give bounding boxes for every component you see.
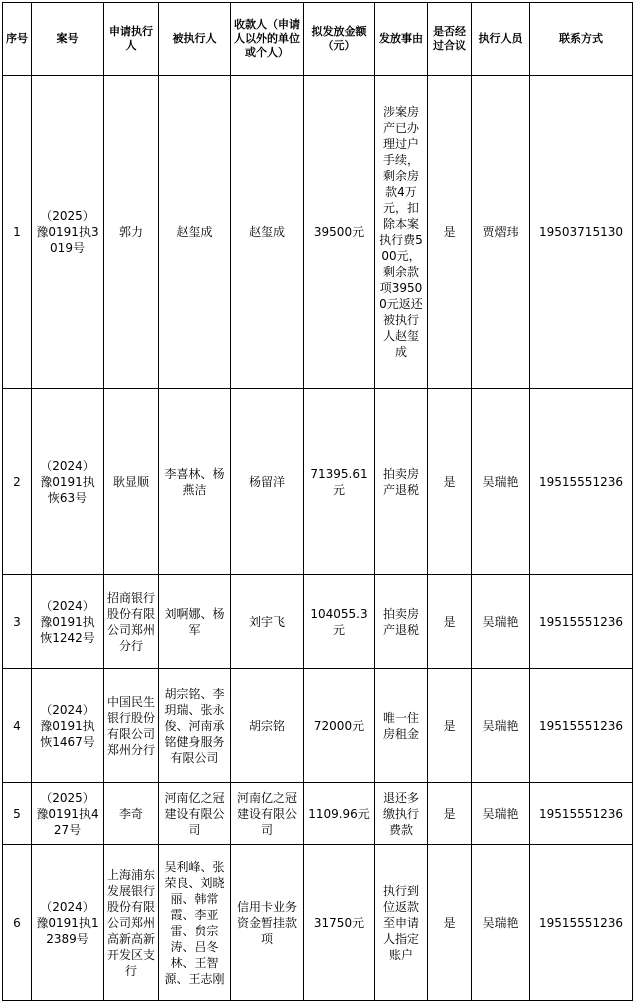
cell-meeting: 是	[428, 669, 472, 783]
cell-officer: 吴瑞艳	[472, 389, 530, 575]
cell-seq: 3	[3, 575, 32, 669]
table-row	[3, 845, 633, 1001]
cell-respondent: 河南亿之冠建设有限公司	[159, 783, 231, 845]
cell-officer: 吴瑞艳	[472, 575, 530, 669]
header-meeting: 是否经过合议	[428, 3, 472, 76]
cell-contact: 19515551236	[530, 669, 633, 783]
header-amount: 拟发放金额（元）	[304, 3, 375, 76]
cell-contact: 19515551236	[530, 389, 633, 575]
header-contact: 联系方式	[530, 3, 633, 76]
cell-case-no: （2025）豫0191执3019号	[32, 76, 104, 389]
cell-applicant: 中国民生银行股份有限公司郑州分行	[104, 669, 159, 783]
cell-meeting: 是	[428, 783, 472, 845]
disbursement-table	[2, 2, 633, 1001]
cell-officer: 贾熠玮	[472, 76, 530, 389]
table-row	[3, 76, 633, 389]
cell-reason: 唯一住房租金	[375, 669, 428, 783]
cell-meeting: 是	[428, 575, 472, 669]
header-seq: 序号	[3, 3, 32, 76]
cell-respondent: 李喜林、杨燕洁	[159, 389, 231, 575]
cell-amount: 39500元	[304, 76, 375, 389]
cell-case-no: （2024）豫0191执恢63号	[32, 389, 104, 575]
cell-amount: 71395.61元	[304, 389, 375, 575]
header-payee: 收款人（申请人以外的单位或个人）	[231, 3, 304, 76]
cell-case-no: （2024）豫0191执12389号	[32, 845, 104, 1001]
header-applicant: 申请执行人	[104, 3, 159, 76]
header-row	[3, 3, 633, 76]
cell-seq: 4	[3, 669, 32, 783]
cell-amount: 31750元	[304, 845, 375, 1001]
cell-payee: 河南亿之冠建设有限公司	[231, 783, 304, 845]
cell-contact: 19503715130	[530, 76, 633, 389]
header-officer: 执行人员	[472, 3, 530, 76]
cell-respondent: 刘啊娜、杨军	[159, 575, 231, 669]
cell-payee: 信用卡业务资金暂挂款项	[231, 845, 304, 1001]
cell-applicant: 招商银行股份有限公司郑州分行	[104, 575, 159, 669]
cell-payee: 刘宇飞	[231, 575, 304, 669]
cell-amount: 1109.96元	[304, 783, 375, 845]
cell-officer: 吴瑞艳	[472, 669, 530, 783]
cell-seq: 1	[3, 76, 32, 389]
cell-respondent: 吴利峰、张荣良、刘晓丽、韩常霞、李亚雷、贠宗涛、吕冬林、王智源、王志刚	[159, 845, 231, 1001]
cell-contact: 19515551236	[530, 783, 633, 845]
cell-officer: 吴瑞艳	[472, 783, 530, 845]
header-respondent: 被执行人	[159, 3, 231, 76]
cell-meeting: 是	[428, 389, 472, 575]
cell-payee: 胡宗铭	[231, 669, 304, 783]
cell-amount: 72000元	[304, 669, 375, 783]
cell-respondent: 赵玺成	[159, 76, 231, 389]
cell-seq: 5	[3, 783, 32, 845]
cell-contact: 19515551236	[530, 575, 633, 669]
cell-reason: 涉案房产已办理过户手续，剩余房款4万元，扣除本案执行费500元，剩余款项39500元返还被执行人赵玺成	[375, 76, 428, 389]
cell-meeting: 是	[428, 845, 472, 1001]
header-reason: 发放事由	[375, 3, 428, 76]
cell-amount: 104055.3元	[304, 575, 375, 669]
cell-applicant: 李奇	[104, 783, 159, 845]
cell-reason: 执行到位返款至申请人指定账户	[375, 845, 428, 1001]
cell-officer: 吴瑞艳	[472, 845, 530, 1001]
cell-respondent: 胡宗铭、李玥瑞、张永俊、河南承铭健身服务有限公司	[159, 669, 231, 783]
cell-seq: 2	[3, 389, 32, 575]
cell-payee: 赵玺成	[231, 76, 304, 389]
cell-applicant: 耿显顺	[104, 389, 159, 575]
cell-meeting: 是	[428, 76, 472, 389]
header-case-no: 案号	[32, 3, 104, 76]
table-row	[3, 575, 633, 669]
table-row	[3, 669, 633, 783]
cell-applicant: 上海浦东发展银行股份有限公司郑州高新高新开发区支行	[104, 845, 159, 1001]
cell-payee: 杨留洋	[231, 389, 304, 575]
cell-reason: 退还多缴执行费款	[375, 783, 428, 845]
cell-case-no: （2025）豫0191执427号	[32, 783, 104, 845]
cell-case-no: （2024）豫0191执恢1467号	[32, 669, 104, 783]
cell-contact: 19515551236	[530, 845, 633, 1001]
cell-reason: 拍卖房产退税	[375, 575, 428, 669]
cell-reason: 拍卖房产退税	[375, 389, 428, 575]
cell-seq: 6	[3, 845, 32, 1001]
table-row	[3, 783, 633, 845]
cell-applicant: 郭力	[104, 76, 159, 389]
table-row	[3, 389, 633, 575]
cell-case-no: （2024）豫0191执恢1242号	[32, 575, 104, 669]
